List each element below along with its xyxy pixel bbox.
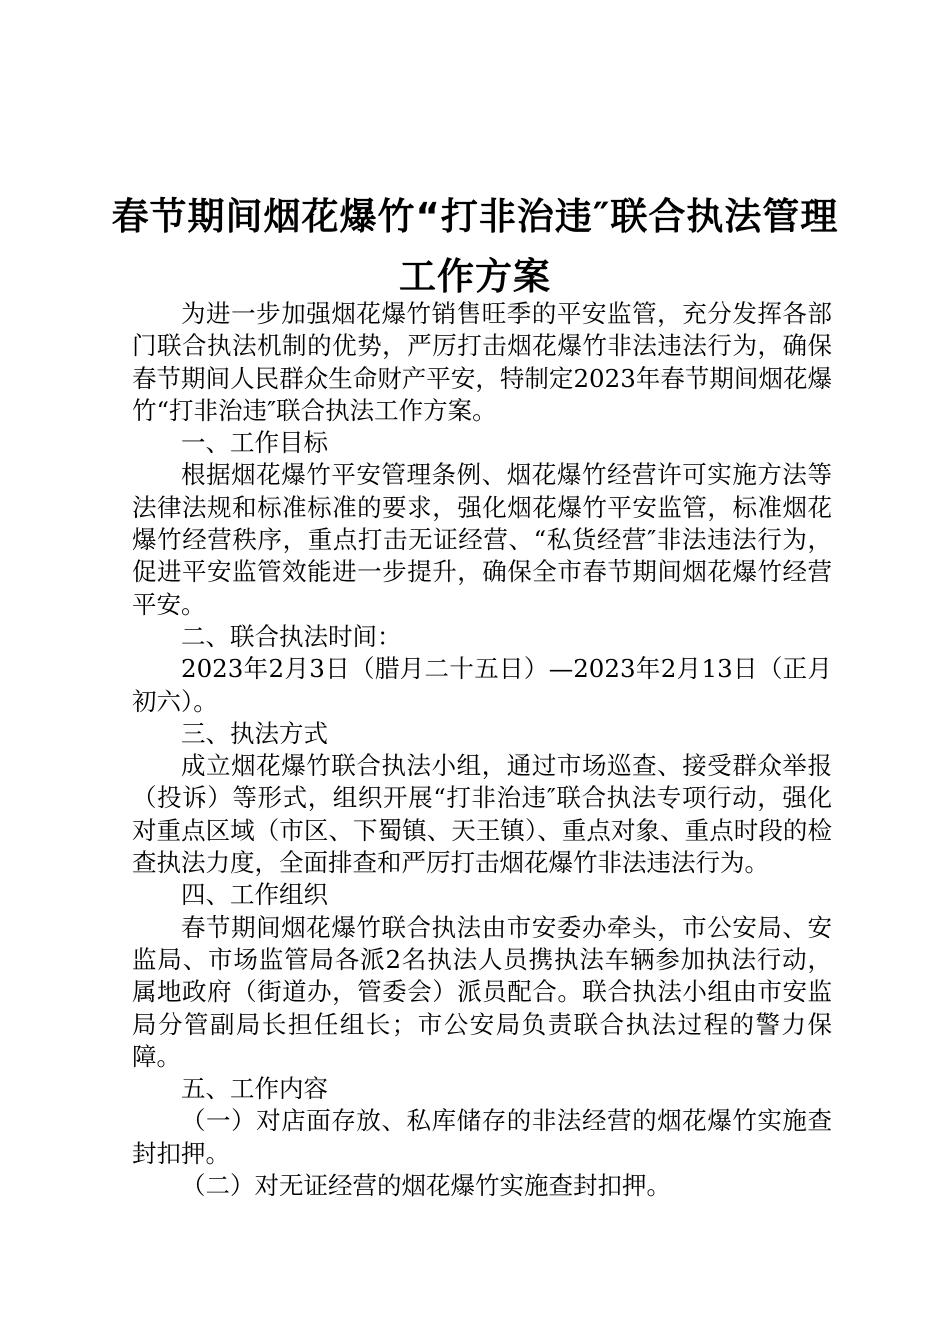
intro-paragraph: 为进一步加强烟花爆竹销售旺季的平安监管，充分发挥各部门联合执法机制的优势，严厉打击烟花爆竹非法违法行为，确保春节期间人民群众生命财产平安，特制定2023年春节期间烟花爆竹“打非治违″联合执法工作方案。: [132, 299, 832, 425]
section-heading-organization: 四、工作组织: [181, 880, 328, 910]
content-item-1: （一）对店面存放、私库储存的非法经营的烟花爆竹实施查封扣押。: [132, 1106, 832, 1168]
goals-paragraph: 根据烟花爆竹平安管理条例、烟花爆竹经营许可实施方法等法律法规和标准标准的要求，强化烟花爆竹平安监管，标准烟花爆竹经营秩序，重点打击无证经营、“私货经营″非法违法行为，促进平安监管效能进一步提升，确保全市春节期间烟花爆竹经营平安。: [132, 460, 832, 619]
organization-paragraph: 春节期间烟花爆竹联合执法由市安委办牵头，市公安局、安监局、市场监管局各派2名执法人员携执法车辆参加执法行动，属地政府（街道办，管委会）派员配合。联合执法小组由市安监局分管副局长担任组长；市公安局负责联合执法过程的警力保障。: [132, 912, 832, 1071]
method-paragraph: 成立烟花爆竹联合执法小组，通过市场巡查、接受群众举报（投诉）等形式，组织开展“打非治违″联合执法专项行动，强化对重点区域（市区、下蜀镇、天王镇）、重点对象、重点时段的检查执法力度，全面排查和严厉打击烟花爆竹非法违法行为。: [132, 751, 832, 878]
content-item-2: （二）对无证经营的烟花爆竹实施查封扣押。: [181, 1171, 671, 1201]
section-heading-goals: 一、工作目标: [181, 428, 328, 458]
document-title-line-2: 工作方案: [399, 255, 551, 298]
section-heading-time: 二、联合执法时间：: [181, 621, 402, 651]
time-paragraph: 2023年2月3日（腊月二十五日）—2023年2月13日（正月初六）。: [132, 654, 832, 716]
section-heading-content: 五、工作内容: [181, 1074, 328, 1104]
section-heading-method: 三、执法方式: [181, 718, 328, 748]
document-title-line-1: 春节期间烟花爆竹“打非治违″联合执法管理: [111, 195, 839, 238]
document-body: [132, 298, 832, 1202]
